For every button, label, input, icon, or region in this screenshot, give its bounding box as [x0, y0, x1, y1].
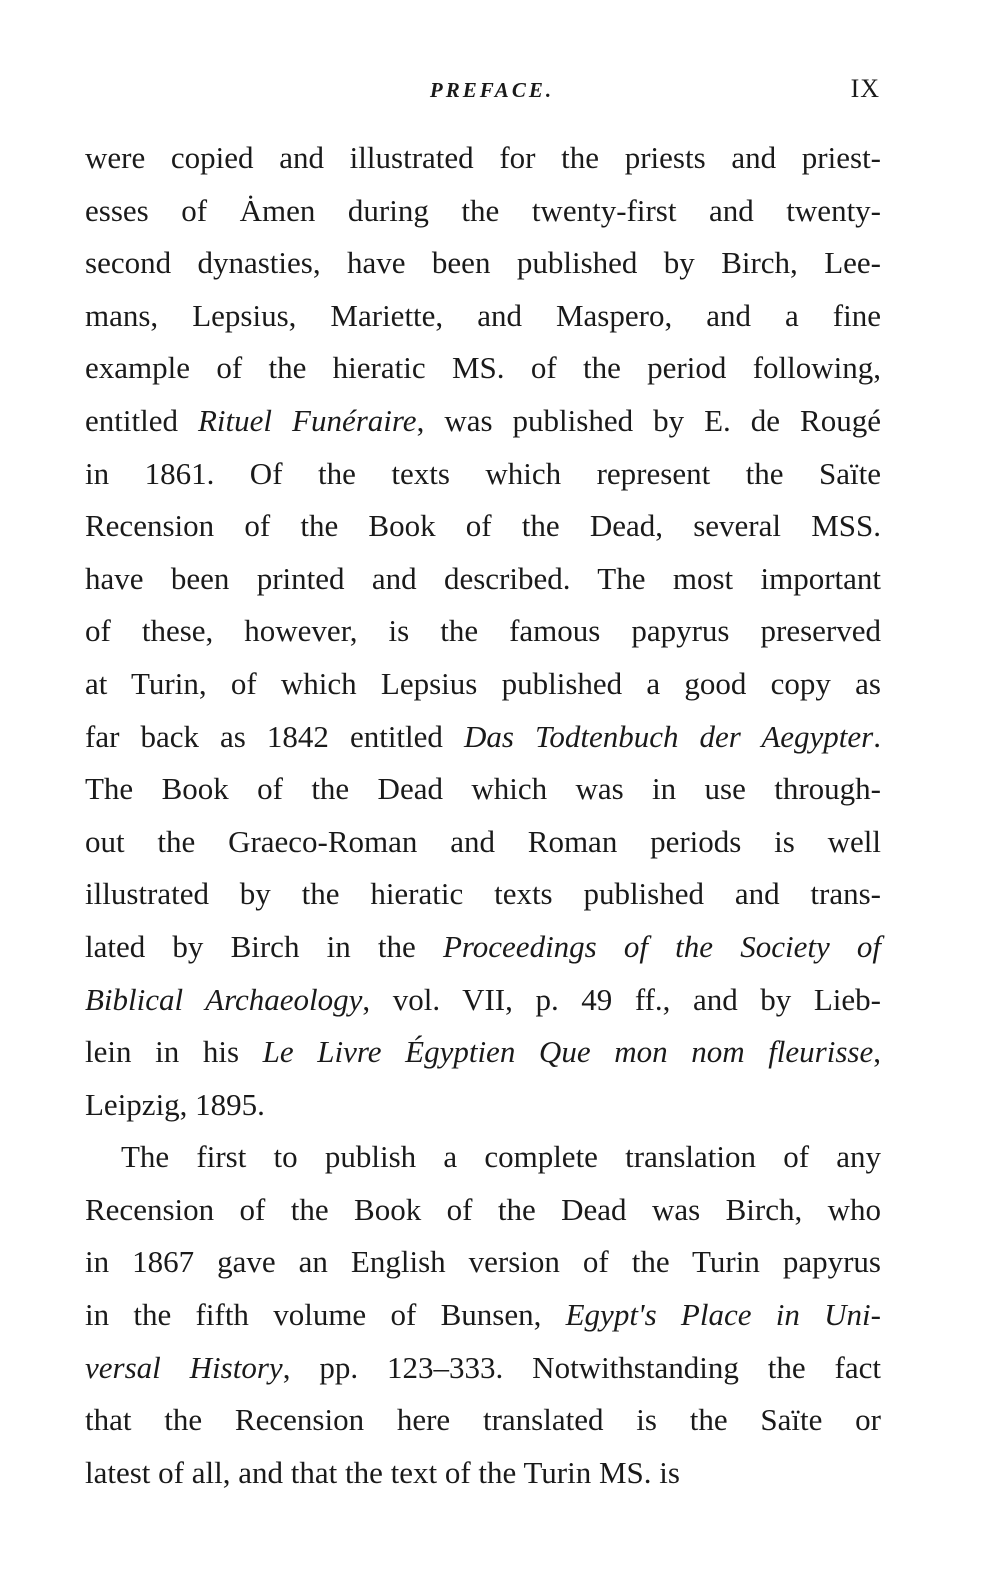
text-run: far back as 1842 entitled [85, 718, 464, 754]
text-run: out the Graeco-Roman and Roman periods is well [85, 823, 881, 859]
text-line [85, 974, 881, 1027]
italic-title: Le Livre Égyptien Que mon nom fleurisse [262, 1034, 874, 1070]
text-line [85, 342, 881, 395]
paragraph [85, 132, 881, 1131]
text-run: Leipzig, 1895. [85, 1086, 265, 1122]
text-run: in 1867 gave an English version of the Turin papyrus [85, 1244, 881, 1280]
text-run: lated by Birch in the [85, 928, 443, 964]
italic-title: Das Todtenbuch der Aegypter [463, 718, 874, 754]
text-line [85, 1394, 881, 1447]
text-run: esses of Ȧmen during the twenty-first and twenty- [85, 192, 881, 228]
text-run: at Turin, of which Lepsius published a good copy as [85, 665, 881, 701]
text-run: , pp. 123–333. Notwithstanding the fact [282, 1349, 881, 1385]
italic-title: Biblical Archaeology [85, 981, 363, 1017]
text-line [85, 448, 881, 501]
text-line [85, 1026, 881, 1079]
text-run: second dynasties, have been published by Birch, Lee- [85, 245, 881, 281]
text-line [85, 500, 881, 553]
text-run: were copied and illustrated for the priests and priest- [85, 140, 881, 175]
text-run: in the fifth volume of Bunsen, [85, 1297, 566, 1333]
text-run: example of the hieratic MS. of the period following, [85, 350, 881, 386]
text-run: The first to publish a complete translation of any [121, 1139, 881, 1175]
text-line [85, 237, 881, 290]
text-line [85, 605, 881, 658]
italic-title: versal History [85, 1349, 283, 1385]
text-run: Recension of the Book of the Dead was Birch, who [85, 1191, 881, 1227]
italic-title: Egypt's Place in Uni- [565, 1297, 881, 1333]
text-run: , vol. VII, p. 49 ff., and by Lieb- [362, 981, 881, 1017]
text-line [85, 1289, 881, 1342]
paragraph [85, 1131, 881, 1499]
text-line [85, 1131, 881, 1184]
text-line [85, 921, 881, 974]
text-run: Recension of the Book of the Dead, several MSS. [85, 508, 881, 544]
text-line [85, 1184, 881, 1237]
text-run: . [873, 718, 881, 754]
text-line [85, 185, 881, 238]
page-number: IX [850, 74, 880, 103]
text-line [85, 1079, 881, 1132]
text-line [85, 816, 881, 869]
text-run: , was published by E. de Rougé [416, 402, 881, 438]
text-run: that the Recension here translated is the Saïte or [85, 1402, 881, 1438]
text-run: The Book of the Dead which was in use through- [85, 771, 881, 807]
running-title: PREFACE. [429, 78, 555, 102]
text-line [85, 290, 881, 343]
text-run: entitled [85, 402, 198, 438]
running-header [0, 74, 984, 114]
italic-title: Proceedings of the Society of [442, 928, 882, 964]
text-line [85, 868, 881, 921]
text-line [85, 1236, 881, 1289]
body-text [85, 132, 881, 1499]
text-run: illustrated by the hieratic texts published and trans- [85, 876, 881, 912]
text-line [85, 1447, 881, 1500]
text-line [85, 1342, 881, 1395]
text-line [85, 658, 881, 711]
text-line [85, 553, 881, 606]
text-line [85, 132, 881, 185]
text-run: latest of all, and that the text of the Turin MS. is [85, 1454, 680, 1490]
text-run: in 1861. Of the texts which represent the Saïte [85, 455, 881, 491]
text-run: of these, however, is the famous papyrus preserved [85, 613, 881, 649]
text-run: lein in his [85, 1034, 263, 1070]
text-line [85, 711, 881, 764]
text-line [85, 395, 881, 448]
text-line [85, 763, 881, 816]
text-run: have been printed and described. The most important [85, 560, 881, 596]
text-run: , [873, 1034, 881, 1070]
text-run: mans, Lepsius, Mariette, and Maspero, and a fine [85, 297, 881, 333]
italic-title: Rituel Funéraire [197, 402, 417, 438]
